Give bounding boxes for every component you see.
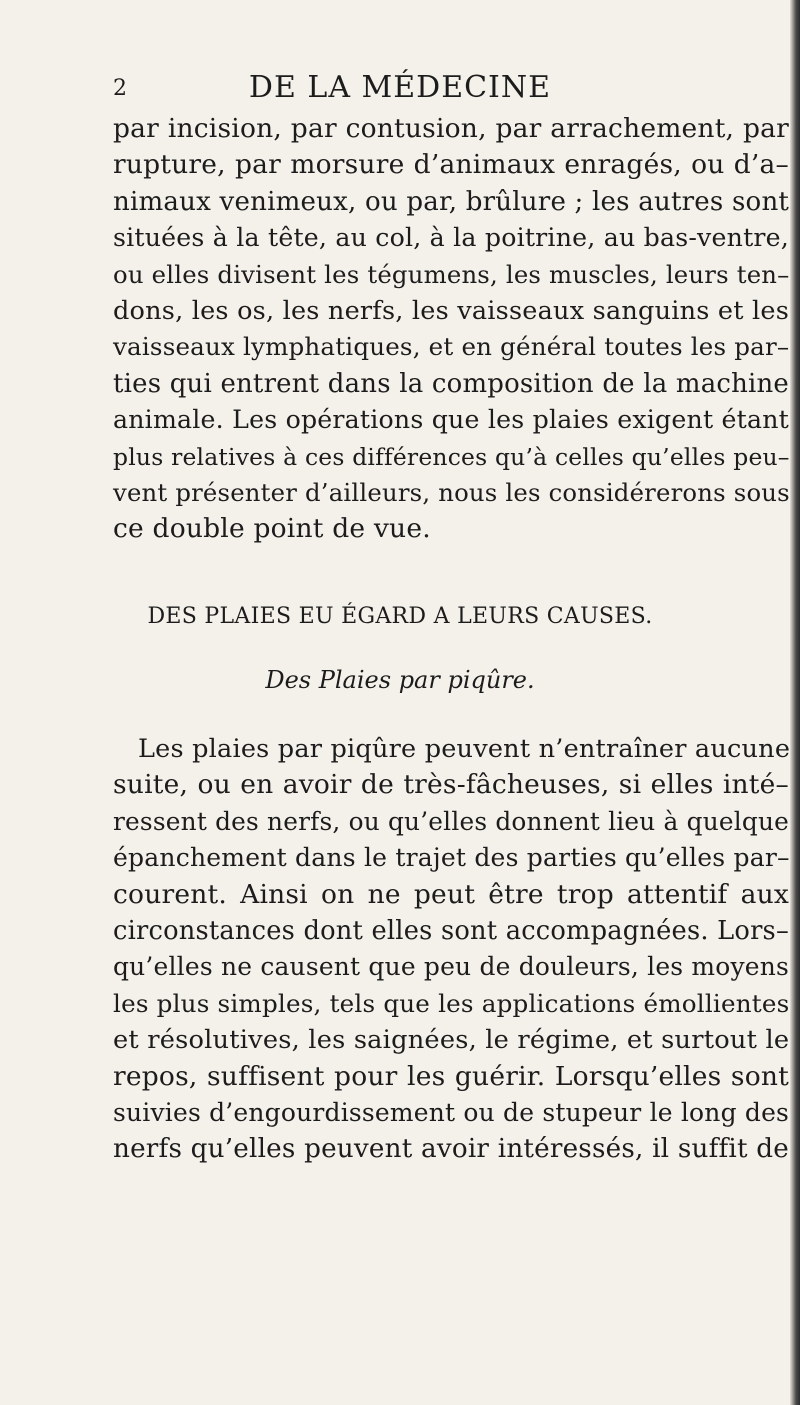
text-line: et résolutives, les saignées, le régime, et surtout le — [113, 1025, 790, 1056]
text-line: rupture, par morsure d’animaux enragés, ou d’a– — [113, 149, 789, 181]
sub-heading: Des Plaies par piqûre. — [265, 666, 535, 694]
text-line: les plus simples, tels que les applications émollientes — [113, 988, 790, 1018]
running-title: DE LA MÉDECINE — [248, 70, 552, 105]
text-line: par incision, par contusion, par arrachement, par — [113, 113, 789, 144]
text-line: ties qui entrent dans la composition de la machine — [113, 368, 789, 399]
text-line: ou elles divisent les tégumens, les muscles, leurs ten– — [113, 259, 790, 289]
section-heading: DES PLAIES EU ÉGARD A LEURS CAUSES. — [147, 604, 653, 629]
paragraph-2 — [113, 731, 789, 1168]
text-line: qu’elles ne causent que peu de douleurs, les moyens — [113, 952, 789, 982]
text-line: dons, les os, les nerfs, les vaisseaux sanguins et les — [113, 296, 789, 327]
text-line: suite, ou en avoir de très-fâcheuses, si elles inté– — [113, 769, 789, 801]
text-line: courent. Ainsi on ne peut être trop attentif aux — [113, 878, 789, 910]
text-line: Les plaies par piqûre peuvent n’entraîner aucune — [138, 734, 791, 764]
page-binding-edge — [790, 0, 800, 1405]
text-line: repos, suffisent pour les guérir. Lorsqu’elles sont — [113, 1060, 789, 1092]
text-line: situées à la tête, au col, à la poitrine, au bas-ventre, — [113, 223, 789, 253]
paragraph-1 — [113, 111, 789, 548]
text-line: vent présenter d’ailleurs, nous les considérerons sous — [113, 478, 790, 508]
text-line: nimaux venimeux, ou par, brûlure ; les autres sont — [113, 186, 790, 217]
page-number: 2 — [113, 76, 127, 101]
text-line: ce double point de vue. — [113, 513, 431, 545]
text-line: plus relatives à ces différences qu’à celles qu’elles peu– — [113, 442, 790, 471]
text-line: épanchement dans le trajet des parties qu’elles par– — [113, 843, 790, 873]
text-line: suivies d’engourdissement ou de stupeur le long des — [113, 1098, 790, 1128]
text-line: circonstances dont elles sont accompagnées. Lors– — [113, 916, 789, 947]
text-line: ressent des nerfs, ou qu’elles donnent lieu à quelque — [113, 806, 789, 836]
text-line: animale. Les opérations que les plaies exigent étant — [113, 405, 789, 435]
text-line: nerfs qu’elles peuvent avoir intéressés, il suffit de — [113, 1134, 789, 1165]
text-line: vaisseaux lymphatiques, et en général toutes les par– — [113, 332, 790, 362]
